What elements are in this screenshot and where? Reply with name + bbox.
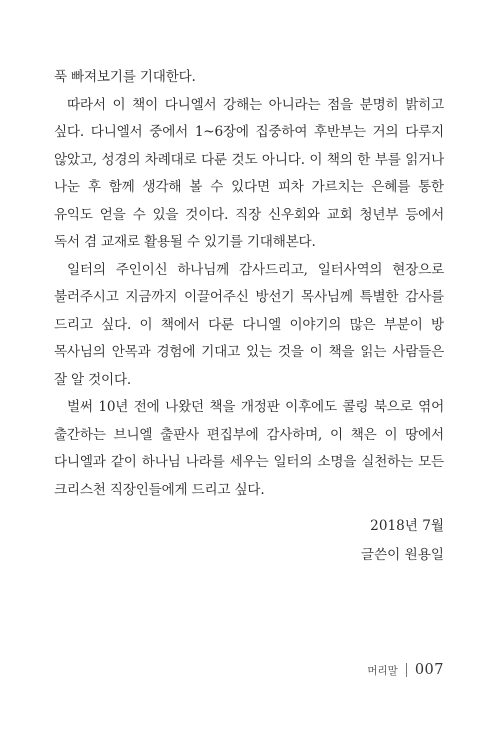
paragraph-continuation: 푹 빠져보기를 기대한다.	[54, 69, 196, 85]
signoff	[361, 512, 444, 570]
signoff-date: 2018년 7월	[370, 518, 444, 534]
page-body	[54, 64, 444, 504]
footer-divider	[406, 663, 407, 677]
page-footer	[367, 662, 444, 678]
paragraph-purpose: 따라서 이 책이 다니엘서 강해는 아니라는 점을 분명히 밝히고 싶다. 다니엘서 중에서 1~6장에 집중하여 후반부는 거의 다루지 않았고, 성경의 차례대로 다룬 것도 아니다. 이 책의 한 부를 읽거나 나눈 후 함께 생각해 볼 수 있다면 피차 가르치는 은혜를 통한 유익도 얻을 수 있을 것이다. 직장 신우회와 교회 청년부 등에서 독서 겸 교재로 활용될 수 있기를 기대해본다.	[54, 96, 444, 250]
section-label: 머리말	[367, 664, 398, 677]
signoff-author: 글쓴이 원용일	[360, 547, 444, 563]
page-number: 007	[414, 662, 444, 678]
paragraph-dedication: 벌써 10년 전에 나왔던 책을 개정판 이후에도 콜링 북으로 엮어 출간하는 브니엘 출판사 편집부에 감사하며, 이 책은 이 땅에서 다니엘과 같이 하나님 나라를 세우는 일터의 소명을 실천하는 모든 크리스천 직장인들에게 드리고 싶다.	[54, 399, 444, 498]
paragraph-thanks: 일터의 주인이신 하나님께 감사드리고, 일터사역의 현장으로 불러주시고 지금까지 이끌어주신 방선기 목사님께 특별한 감사를 드리고 싶다. 이 책에서 다룬 다니엘 이야기의 많은 부분이 방 목사님의 안목과 경험에 기대고 있는 것을 이 책을 읽는 사람들은 잘 알 것이다.	[54, 261, 444, 388]
